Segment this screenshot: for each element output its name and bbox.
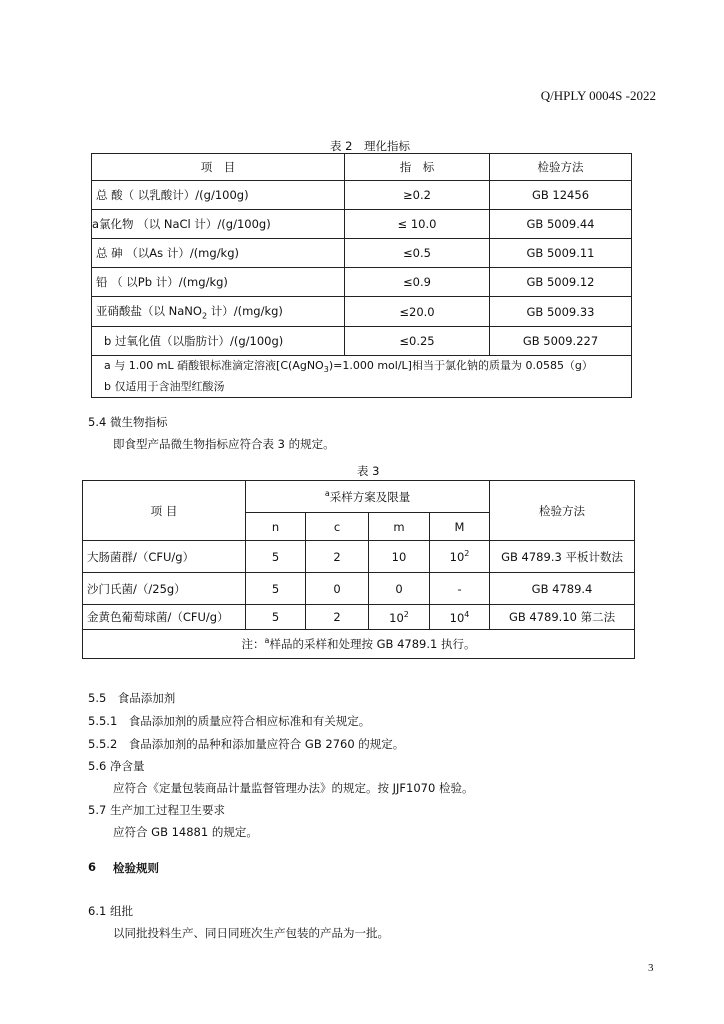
value-cell: ≥0.2 (345, 181, 490, 210)
table2 (91, 153, 632, 398)
header-m: m (369, 513, 430, 541)
n-cell: 5 (246, 573, 306, 605)
M-cell: - (430, 573, 490, 605)
table2-caption: 表 2 理化指标 (330, 139, 410, 153)
table-row (83, 541, 635, 573)
table-row (92, 327, 632, 356)
sec-5-6-text: 应符合《定量包装商品计量监督管理办法》的规定。按 JJF1070 检验。 (113, 781, 474, 795)
sec-5-5-1: 5.5.1 食品添加剂的质量应符合相应标准和有关规定。 (88, 714, 371, 728)
table3-header-item: 项 目 (83, 481, 246, 541)
M-cell: $10^2$ (430, 541, 490, 573)
method-cell: GB 12456 (490, 181, 632, 210)
table2-header-value: 指 标 (345, 154, 490, 181)
table3-header-plan: $^a$采样方案及限量 (246, 481, 490, 513)
item-cell: 总 酸（ 以乳酸计）/(g/100g) (92, 181, 345, 210)
sec-5-5-title: 5.5 食品添加剂 (88, 691, 176, 705)
m-cell: 0 (369, 573, 430, 605)
n-cell: 5 (246, 541, 306, 573)
item-cell: 大肠菌群/（CFU/g） (83, 541, 246, 573)
m-cell: 10 (369, 541, 430, 573)
table3-caption: 表 3 (357, 464, 380, 478)
value-cell: ≤0.25 (345, 327, 490, 356)
note-a: a 与 1.00 mL 硝酸银标准滴定溶液[C(AgNO$_3$)=1.000 mol/L]相当于氯化钠的质量为 0.0585（g） (104, 359, 593, 375)
item-cell: 铅 （ 以Pb 计）/(mg/kg) (92, 268, 345, 297)
table-row (83, 573, 635, 605)
value-cell: ≤20.0 (345, 297, 490, 327)
method-cell: GB 4789.10 第二法 (490, 605, 635, 630)
method-cell: GB 4789.4 (490, 573, 635, 605)
item-cell: b 过氧化值（以脂肪计）/(g/100g) (92, 327, 345, 356)
footnote-mark: a (92, 217, 100, 231)
table-row (92, 297, 632, 327)
chapter-6-title: 检验规则 (113, 861, 159, 875)
sec-6-1-title: 6.1 组批 (88, 904, 133, 918)
sec-5-6-title: 5.6 净含量 (88, 759, 145, 773)
sec-5-7-title: 5.7 生产加工过程卫生要求 (88, 803, 225, 817)
method-cell: GB 5009.227 (490, 327, 632, 356)
sec-6-1-text: 以同批投料生产、同日同班次生产包装的产品为一批。 (113, 926, 389, 940)
item-cell: a氯化物 （以 NaCl 计）/(g/100g) (92, 210, 345, 239)
table-row (92, 181, 632, 210)
M-cell: $10^4$ (430, 605, 490, 630)
table2-header-item: 项 目 (92, 154, 345, 181)
sec-5-5-2: 5.5.2 食品添加剂的品种和添加量应符合 GB 2760 的规定。 (88, 737, 405, 751)
chapter-6-number: 6 (88, 860, 97, 874)
section-5-4-title: 5.4 微生物指标 (88, 415, 168, 429)
value-cell: ≤ 10.0 (345, 210, 490, 239)
table-row (92, 268, 632, 297)
section-5-4-text: 即食型产品微生物指标应符合表 3 的规定。 (113, 437, 335, 451)
method-cell: GB 5009.11 (490, 239, 632, 268)
item-cell: 金黄色葡萄球菌/（CFU/g） (83, 605, 246, 630)
c-cell: 2 (306, 605, 369, 630)
footnote-mark: b (104, 334, 112, 348)
table3 (82, 480, 635, 659)
header-n: n (246, 513, 306, 541)
value-cell: ≤0.9 (345, 268, 490, 297)
value-cell: ≤0.5 (345, 239, 490, 268)
method-cell: GB 4789.3 平板计数法 (490, 541, 635, 573)
m-cell: $10^2$ (369, 605, 430, 630)
n-cell: 5 (246, 605, 306, 630)
header-M: M (430, 513, 490, 541)
sec-5-7-text: 应符合 GB 14881 的规定。 (113, 825, 258, 839)
table-row (83, 605, 635, 630)
item-cell: 总 砷 （以As 计）/(mg/kg) (92, 239, 345, 268)
table-row (92, 210, 632, 239)
item-cell: 亚硝酸盐（以 NaNO$_2$ 计）/(mg/kg) (92, 297, 345, 327)
page-number: 3 (648, 962, 654, 974)
method-cell: GB 5009.33 (490, 297, 632, 327)
header-c: c (306, 513, 369, 541)
table2-notes (92, 356, 632, 398)
method-cell: GB 5009.12 (490, 268, 632, 297)
item-cell: 沙门氏菌/（/25g） (83, 573, 246, 605)
standard-number: Q/HPLY 0004S -2022 (540, 88, 656, 103)
table3-header-method: 检验方法 (490, 481, 635, 541)
method-cell: GB 5009.44 (490, 210, 632, 239)
table-row (92, 239, 632, 268)
note-b: b 仅适用于含油型红酸汤 (104, 379, 225, 393)
c-cell: 2 (306, 541, 369, 573)
table2-header-method: 检验方法 (490, 154, 632, 181)
c-cell: 0 (306, 573, 369, 605)
table3-note: 注：$^a$样品的采样和处理按 GB 4789.1 执行。 (83, 630, 635, 659)
